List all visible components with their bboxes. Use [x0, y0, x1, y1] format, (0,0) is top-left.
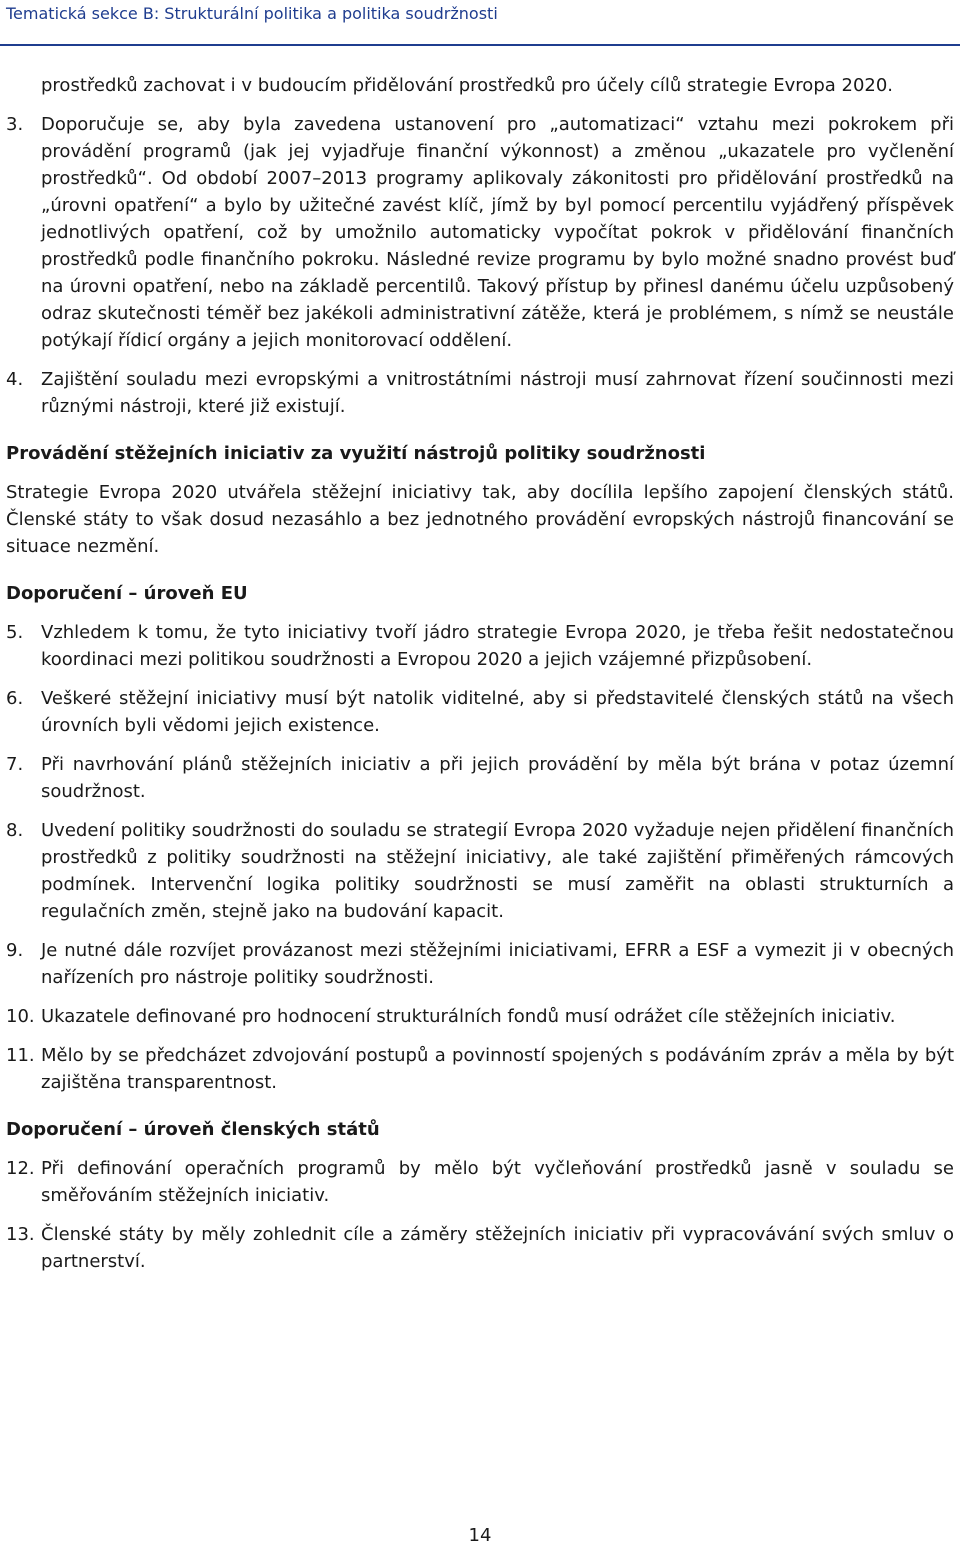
list-item: [6, 817, 954, 925]
section-heading: Provádění stěžejních iniciativ za využití nástrojů politiky soudržnosti: [6, 443, 706, 464]
eu-level-heading: Doporučení – úroveň EU: [6, 583, 248, 604]
item-number: 3.: [6, 114, 24, 135]
item-text: Ukazatele definované pro hodnocení strukturálních fondů musí odrážet cíle stěžejních iniciativ.: [41, 1006, 896, 1027]
continuation-paragraph: prostředků zachovat i v budoucím přidělování prostředků pro účely cílů strategie Evropa 2020.: [41, 75, 894, 96]
list-item: [6, 111, 954, 354]
member-level-heading: Doporučení – úroveň členských států: [6, 1119, 380, 1140]
item-text: Členské státy by měly zohlednit cíle a záměry stěžejních iniciativ při vypracovávání svých smluv o partnerství.: [41, 1224, 954, 1272]
item-text: Veškeré stěžejní iniciativy musí být natolik viditelné, aby si představitelé členských států na všech úrovních byli vědomi jejich existence.: [41, 688, 954, 736]
item-number: 7.: [6, 754, 24, 775]
item-number: 12.: [6, 1158, 35, 1179]
item-text: Při navrhování plánů stěžejních iniciativ a při jejich provádění by měla být brána v potaz územní soudržnost.: [41, 754, 954, 802]
item-number: 5.: [6, 622, 24, 643]
item-number: 13.: [6, 1224, 35, 1245]
list-item: [6, 1042, 954, 1096]
list-item: [6, 1155, 954, 1209]
page-number: 14: [468, 1525, 492, 1546]
item-text: Doporučuje se, aby byla zavedena ustanovení pro „automatizaci“ vztahu mezi pokrokem při provádění programů (jak jej vyjadřuje finanční výkonnost) a změnou „ukazatele pro vyčlenění prostředků“. Od období 2007–2013 programy aplikovaly zákonitosti pro přidělování prostředků na „úrovni opatření“ a bylo by užitečné zavést klíč, jímž by byl pomocí percentilu vyjádřený příspěvek jednotlivých opatření, což by umožnilo automaticky vypočítat pokrok v přidělování finančních prostředků podle finančního pokroku. Následné revize programu by bylo možné snadno provést buď na úrovni opatření, nebo na základě percentilů. Takový přístup by přinesl danému účelu uzpůsobený odraz skutečnosti téměř bez jakékoli administrativní zátěže, která je problémem, s nímž se neustále potýkají řídicí orgány a jejich monitorovací oddělení.: [41, 114, 954, 351]
item-text: Je nutné dále rozvíjet provázanost mezi stěžejními iniciativami, EFRR a ESF a vymezit ji v obecných nařízeních pro nástroje politiky soudržnosti.: [41, 940, 954, 988]
document-body: [6, 72, 954, 1287]
list-item: [6, 751, 954, 805]
list-item: [6, 937, 954, 991]
item-text: Při definování operačních programů by mělo být vyčleňování prostředků jasně v souladu se směřováním stěžejních iniciativ.: [41, 1158, 954, 1206]
item-text: Mělo by se předcházet zdvojování postupů a povinností spojených s podáváním zpráv a měla by být zajištěna transparentnost.: [41, 1045, 954, 1093]
item-number: 8.: [6, 820, 24, 841]
item-text: Zajištění souladu mezi evropskými a vnitrostátními nástroji musí zahrnovat řízení součinnosti mezi různými nástroji, které již existují.: [41, 369, 954, 417]
list-item: [6, 1221, 954, 1275]
list-item: [6, 1003, 954, 1030]
item-number: 9.: [6, 940, 24, 961]
item-number: 4.: [6, 369, 24, 390]
section-paragraph: Strategie Evropa 2020 utvářela stěžejní iniciativy tak, aby docílila lepšího zapojení členských států. Členské státy to však dosud nezasáhlo a bez jednotného provádění evropských nástrojů financování se situace nezmění.: [6, 482, 954, 557]
item-number: 11.: [6, 1045, 35, 1066]
item-number: 10.: [6, 1006, 35, 1027]
list-item: [6, 619, 954, 673]
item-text: Uvedení politiky soudržnosti do souladu se strategií Evropa 2020 vyžaduje nejen přidělení finančních prostředků z politiky soudržnosti na stěžejní iniciativy, ale také zajištění přiměřených rámcových podmínek. Intervenční logika politiky soudržnosti se musí zaměřit na oblasti strukturních a regulačních změn, stejně jako na budování kapacit.: [41, 820, 954, 922]
running-header: [0, 0, 960, 46]
header-title: Tematická sekce B: Strukturální politika a politika soudržnosti: [6, 4, 498, 23]
item-text: Vzhledem k tomu, že tyto iniciativy tvoří jádro strategie Evropa 2020, je třeba řešit nedostatečnou koordinaci mezi politikou soudržnosti a Evropou 2020 a jejich vzájemné přizpůsobení.: [41, 622, 954, 670]
item-number: 6.: [6, 688, 24, 709]
list-item: [6, 685, 954, 739]
list-item: [6, 366, 954, 420]
